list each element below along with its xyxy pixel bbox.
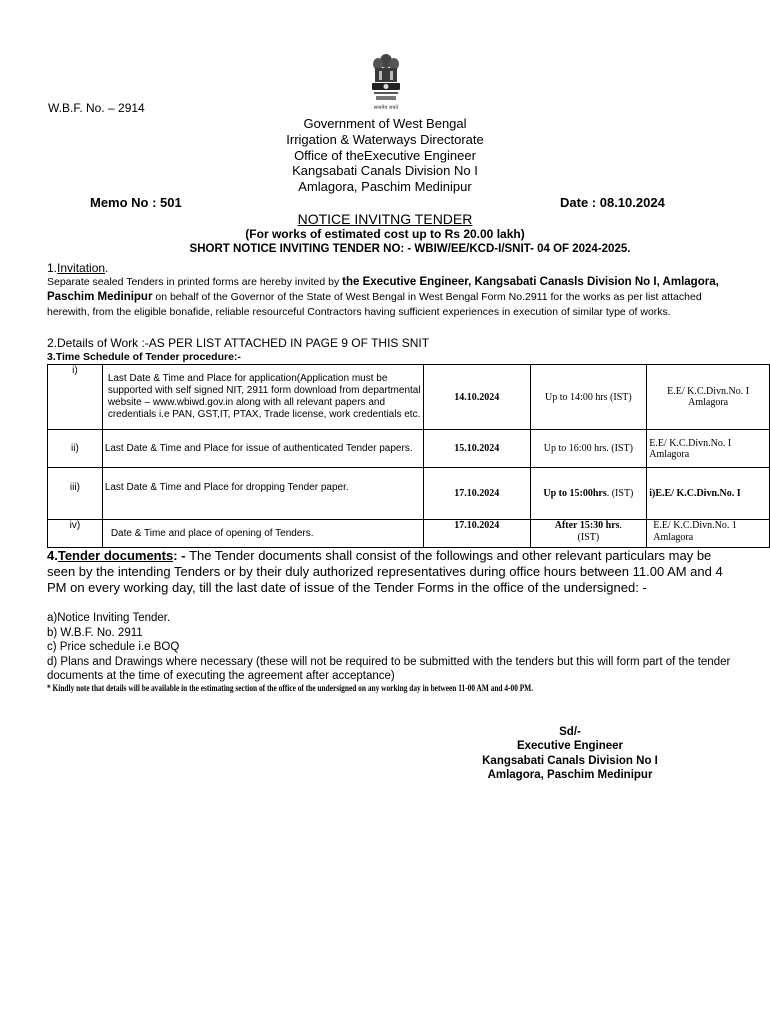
time-schedule-heading: 3.Time Schedule of Tender procedure:- <box>47 351 241 363</box>
header-government: Government of West Bengal <box>303 116 467 131</box>
list-item: a)Notice Inviting Tender. <box>47 612 171 624</box>
section-number: 4. <box>47 548 58 563</box>
section-label: Tender documents <box>57 548 174 563</box>
svg-text:सत्यमेव जयते: सत्यमेव जयते <box>373 105 399 111</box>
section-dot: . <box>105 261 109 275</box>
documents-list <box>47 611 737 684</box>
section-number: 1. <box>47 261 58 275</box>
row-date: 17.10.2024 <box>423 520 530 548</box>
tender-documents-paragraph <box>47 548 727 596</box>
row-date: 17.10.2024 <box>423 468 530 520</box>
row-date: 14.10.2024 <box>423 365 530 430</box>
signature-designation: Executive Engineer <box>516 740 624 752</box>
row-time <box>530 468 647 520</box>
row-time-rest: . <box>619 520 623 531</box>
table-row <box>48 365 770 430</box>
memo-date: Date : 08.10.2024 <box>560 195 665 210</box>
header-directorate: Irrigation & Waterways Directorate <box>286 132 484 147</box>
note: * Kindly note that details will be available in the estimating section of the office of the undersigned on any working day in between 11-00 AM and 4-00 PM. <box>47 683 534 693</box>
row-description: Last Date & Time and Place for application(Application must be supported with self signed NIT, 2911 form download from departmental website – www.wbiwd.gov.in along with all relevant papers and credentials i.e PAN, GST,IT, PTAX, Trade license, work credentials etc. <box>102 365 423 430</box>
memo-number: Memo No : 501 <box>90 195 182 210</box>
list-item: d) Plans and Drawings where necessary (these will not be required to be submitted with the tenders but this will form part of the tender documents at the time of executing the agreement after acceptance) <box>47 655 731 682</box>
section-invitation-heading <box>47 261 108 275</box>
invitation-text-post: on behalf of the Governor of the State of West Bengal in West Bengal Form No.2911 for the works as per list attached herewith, from the eligible bonafide, reliable resourceful Contractors having sufficient experiences in execution of similar type of works. <box>47 291 702 318</box>
row-time: Up to 14:00 hrs (IST) <box>530 365 647 430</box>
header-division: Kangsabati Canals Division No I <box>292 163 478 178</box>
tender-schedule-table <box>47 364 770 548</box>
row-time <box>530 520 647 548</box>
details-of-work: 2.Details of Work :-AS PER LIST ATTACHED IN PAGE 9 OF THIS SNIT <box>47 336 430 350</box>
section-label: Invitation <box>57 261 106 275</box>
signature-sd: Sd/- <box>559 726 581 738</box>
row-time: Up to 16:00 hrs. (IST) <box>530 430 647 468</box>
invitation-text-pre: Separate sealed Tenders in printed forms are hereby invited by <box>47 276 343 288</box>
tender-documents-text: The Tender documents shall consist of the followings and other relevant particulars may be seen by the intending Tenders or by their duly authorized representatives during office hours between 11.00 AM and 4 PM on every working day, till the last date of issue of the Tender Forms in the office of the undersigned: - <box>47 548 723 595</box>
state-emblem-icon <box>366 52 406 114</box>
list-item: b) W.B.F. No. 2911 <box>47 626 143 639</box>
table-row <box>48 520 770 548</box>
row-description: Last Date & Time and Place for issue of authenticated Tender papers. <box>102 430 423 468</box>
section-separator: : - <box>173 548 190 563</box>
row-description: Last Date & Time and Place for dropping Tender paper. <box>102 468 423 520</box>
row-time-line2: (IST) <box>577 532 600 543</box>
row-date: 15.10.2024 <box>423 430 530 468</box>
row-time-bold: After 15:30 hrs <box>554 520 620 531</box>
table-row <box>48 430 770 468</box>
row-place: i)E.E/ K.C.Divn.No. I <box>647 468 770 520</box>
row-time-rest: . (IST) <box>606 488 634 499</box>
notice-subtitle: (For works of estimated cost up to Rs 20.00 lakh) <box>245 227 525 241</box>
table-row <box>48 468 770 520</box>
invitation-paragraph <box>47 275 727 320</box>
row-place: E.E/ K.C.Divn.No. 1 Amlagora <box>647 520 770 548</box>
row-number: iii) <box>48 468 103 520</box>
signature-location: Amlagora, Paschim Medinipur <box>487 769 653 781</box>
row-place: E.E/ K.C.Divn.No. I Amlagora <box>647 365 770 430</box>
invitation-authority: the Executive Engineer, Kangsabati Canasls Division No I, Amlagora, Paschim Medinipur <box>47 276 719 303</box>
snit-number: SHORT NOTICE INVITING TENDER NO: - WBIW/EE/KCD-I/SNIT- 04 OF 2024-2025. <box>189 243 631 255</box>
row-number: iv) <box>48 520 103 548</box>
row-number: ii) <box>48 430 103 468</box>
header-location: Amlagora, Paschim Medinipur <box>298 179 472 194</box>
row-place: E.E/ K.C.Divn.No. I Amlagora <box>647 430 770 468</box>
wbf-number: W.B.F. No. – 2914 <box>48 101 145 115</box>
notice-title: NOTICE INVITNG TENDER <box>297 211 473 227</box>
row-time-bold: Up to 15:00hrs <box>543 488 607 499</box>
list-item: c) Price schedule i.e BOQ <box>47 641 180 653</box>
row-description: Date & Time and place of opening of Tenders. <box>102 520 423 548</box>
signature-division: Kangsabati Canals Division No I <box>482 755 658 767</box>
header-office: Office of theExecutive Engineer <box>294 148 476 163</box>
row-number: i) <box>48 365 103 430</box>
